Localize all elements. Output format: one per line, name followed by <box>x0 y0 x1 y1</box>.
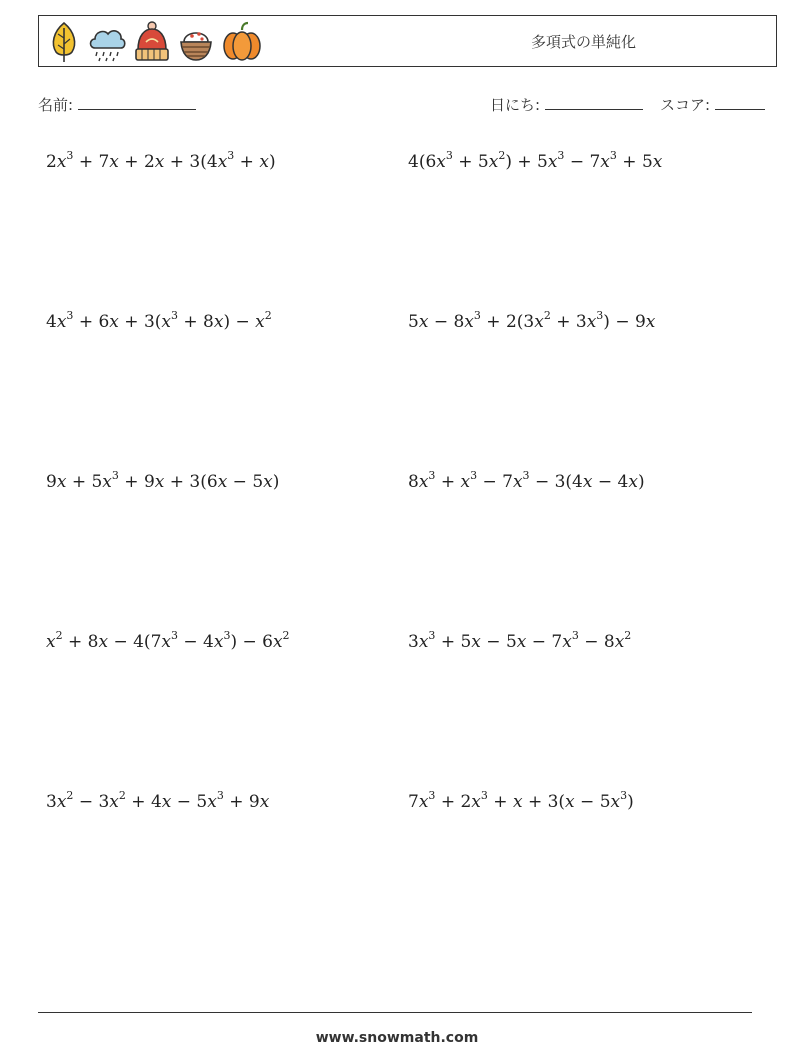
exponent: 3 <box>596 309 604 322</box>
term-text: 2 <box>46 152 57 172</box>
exponent: 3 <box>620 789 628 802</box>
problem-1 <box>46 149 276 172</box>
rain-cloud-icon <box>87 20 127 64</box>
term-text: + 8 <box>177 312 214 332</box>
term-text: 4(6 <box>408 152 437 172</box>
term-text: − 4 <box>177 632 214 652</box>
problem-3 <box>46 309 272 332</box>
term-text: ) <box>268 152 276 172</box>
term-text: + 3(6 <box>164 472 218 492</box>
exponent: 3 <box>66 309 74 322</box>
problem-10 <box>408 789 634 812</box>
term-text: ) + 5 <box>505 152 548 172</box>
term-text: − 3(4 <box>529 472 583 492</box>
variable: x <box>418 312 429 332</box>
term-text: + 3( <box>522 792 566 812</box>
variable: x <box>213 312 224 332</box>
term-text: + 7 <box>73 152 110 172</box>
term-text: 5 <box>408 312 419 332</box>
name-label: 名前: <box>38 96 74 114</box>
problem-8 <box>408 629 632 652</box>
variable: x <box>534 312 544 332</box>
problem-5 <box>46 469 280 492</box>
icon-row <box>47 20 263 64</box>
exponent: 2 <box>282 629 290 642</box>
term-text: ) − 6 <box>230 632 273 652</box>
term-text: + 3(4 <box>164 152 218 172</box>
date-blank[interactable] <box>545 95 643 110</box>
variable: x <box>565 792 575 812</box>
term-text: + 3( <box>118 312 162 332</box>
exponent: 2 <box>55 629 63 642</box>
exponent: 2 <box>498 149 506 162</box>
variable: x <box>418 792 429 812</box>
variable: x <box>610 792 621 812</box>
term-text: + 6 <box>73 312 110 332</box>
problem-6 <box>408 469 645 492</box>
variable: x <box>259 152 269 172</box>
term-text: − 3 <box>73 792 110 812</box>
variable: x <box>418 632 429 652</box>
exponent: 3 <box>111 469 119 482</box>
exponent: 2 <box>543 309 551 322</box>
score-label: スコア: <box>660 96 711 114</box>
exponent: 3 <box>227 149 235 162</box>
variable: x <box>213 632 224 652</box>
exponent: 3 <box>428 789 436 802</box>
variable: x <box>109 152 119 172</box>
exponent: 3 <box>557 149 565 162</box>
exponent: 2 <box>66 789 74 802</box>
exponent: 3 <box>428 629 436 642</box>
footer-url[interactable]: www.snowmath.com <box>315 1030 479 1046</box>
term-text: + 4 <box>125 792 162 812</box>
score-field[interactable] <box>660 94 765 115</box>
term-text: + 5 <box>66 472 103 492</box>
score-blank[interactable] <box>715 95 765 110</box>
exponent: 3 <box>66 149 74 162</box>
worksheet-title: 多項式の単純化 <box>531 33 637 51</box>
variable: x <box>460 472 471 492</box>
variable: x <box>418 472 429 492</box>
term-text: 4 <box>46 312 57 332</box>
exponent: 2 <box>118 789 126 802</box>
term-text: − 8 <box>578 632 615 652</box>
variable: x <box>562 632 572 652</box>
name-blank[interactable] <box>78 95 196 110</box>
term-text: − 5 <box>227 472 264 492</box>
problem-2 <box>408 149 663 172</box>
variable: x <box>56 152 67 172</box>
variable: x <box>102 472 112 492</box>
term-text: − 7 <box>564 152 601 172</box>
exponent: 3 <box>428 469 436 482</box>
variable: x <box>161 312 171 332</box>
variable: x <box>259 792 270 812</box>
problem-4 <box>408 309 656 332</box>
term-text: + 5 <box>616 152 653 172</box>
variable: x <box>645 312 656 332</box>
variable: x <box>217 472 228 492</box>
variable: x <box>471 632 481 652</box>
variable: x <box>512 792 523 812</box>
variable: x <box>217 152 228 172</box>
exponent: 2 <box>264 309 272 322</box>
term-text: − 4 <box>592 472 629 492</box>
term-text: + 2 <box>435 792 472 812</box>
variable: x <box>436 152 446 172</box>
term-text: + <box>234 152 260 172</box>
term-text: − 5 <box>574 792 611 812</box>
pumpkin-icon <box>221 20 263 64</box>
term-text: + 5 <box>435 632 472 652</box>
variable: x <box>586 312 597 332</box>
term-text: 3 <box>46 792 57 812</box>
variable: x <box>512 472 523 492</box>
term-text: + 8 <box>62 632 99 652</box>
exponent: 3 <box>473 309 481 322</box>
term-text: + <box>487 792 513 812</box>
variable: x <box>98 632 109 652</box>
term-text: ) − <box>223 312 256 332</box>
term-text: ) <box>272 472 280 492</box>
term-text: + <box>435 472 461 492</box>
term-text: − 4(7 <box>108 632 162 652</box>
variable: x <box>582 472 593 492</box>
variable: x <box>109 792 119 812</box>
term-text: − 7 <box>477 472 513 492</box>
exponent: 3 <box>445 149 453 162</box>
term-text: ) <box>627 792 634 812</box>
variable: x <box>154 152 165 172</box>
term-text: + 3 <box>550 312 587 332</box>
term-text: + 5 <box>452 152 489 172</box>
variable: x <box>516 632 527 652</box>
exponent: 3 <box>480 789 488 802</box>
variable: x <box>471 792 481 812</box>
term-text: + 2 <box>118 152 155 172</box>
leaf-icon <box>47 20 81 64</box>
knit-hat-icon <box>133 20 171 64</box>
problem-7 <box>46 629 290 652</box>
variable: x <box>46 632 56 652</box>
date-label: 日にち: <box>490 96 541 114</box>
variable: x <box>161 632 171 652</box>
term-text: 3 <box>408 632 419 652</box>
exponent: 3 <box>223 629 231 642</box>
term-text: − 7 <box>526 632 563 652</box>
exponent: 3 <box>571 629 579 642</box>
footer-divider <box>38 1012 752 1013</box>
variable: x <box>272 632 283 652</box>
term-text: ) <box>637 472 645 492</box>
term-text: ) − 9 <box>603 312 646 332</box>
variable: x <box>109 312 119 332</box>
term-text: − 5 <box>171 792 208 812</box>
worksheet-header <box>38 15 777 67</box>
variable: x <box>488 152 499 172</box>
exponent: 2 <box>624 629 632 642</box>
exponent: 3 <box>216 789 224 802</box>
term-text: 7 <box>408 792 419 812</box>
date-field[interactable] <box>490 94 643 115</box>
exponent: 3 <box>170 629 178 642</box>
name-field[interactable] <box>38 94 196 115</box>
variable: x <box>56 472 67 492</box>
exponent: 3 <box>170 309 178 322</box>
term-text: − 8 <box>428 312 465 332</box>
exponent: 3 <box>470 469 478 482</box>
variable: x <box>652 152 663 172</box>
term-text: 9 <box>46 472 57 492</box>
variable: x <box>614 632 625 652</box>
term-text: + 9 <box>223 792 260 812</box>
term-text: − 5 <box>480 632 517 652</box>
variable: x <box>255 312 265 332</box>
term-text: + 2(3 <box>480 312 535 332</box>
variable: x <box>56 792 67 812</box>
variable: x <box>547 152 558 172</box>
pie-basket-icon <box>177 20 215 64</box>
exponent: 3 <box>609 149 617 162</box>
variable: x <box>161 792 172 812</box>
variable: x <box>154 472 165 492</box>
variable: x <box>263 472 273 492</box>
variable: x <box>207 792 217 812</box>
problem-9 <box>46 789 270 812</box>
variable: x <box>628 472 638 492</box>
variable: x <box>464 312 474 332</box>
variable: x <box>56 312 67 332</box>
term-text: 8 <box>408 472 419 492</box>
variable: x <box>600 152 610 172</box>
exponent: 3 <box>522 469 530 482</box>
term-text: + 9 <box>118 472 155 492</box>
